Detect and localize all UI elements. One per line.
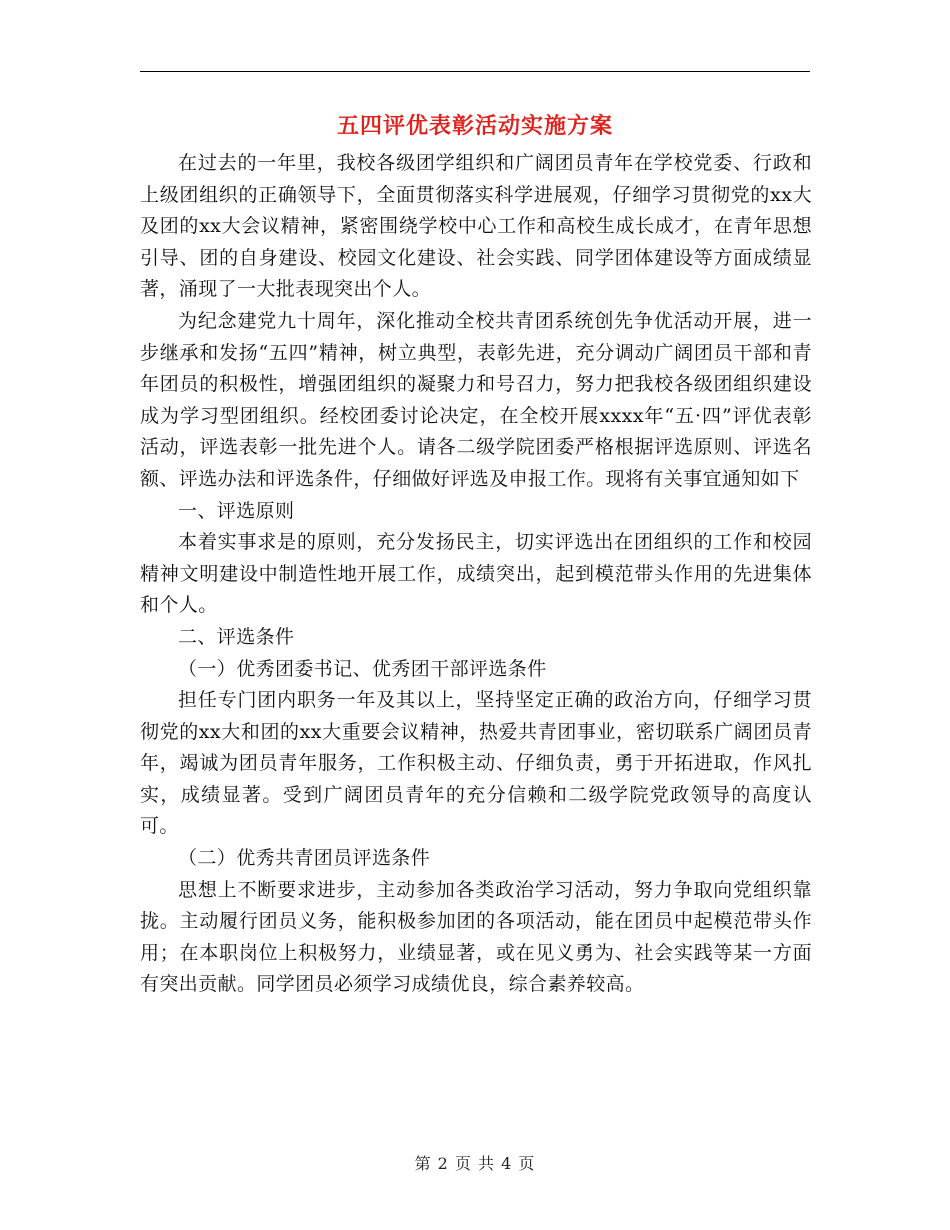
document-body	[140, 148, 812, 1001]
header-rule	[140, 71, 810, 72]
section-heading-conditions: 二、评选条件	[178, 625, 295, 648]
document-title: 五四评优表彰活动实施方案	[336, 113, 613, 139]
paragraph-intro: 在过去的一年里，我校各级团学组织和广阔团员青年在学校党委、行政和上级团组织的正确领导下，全面贯彻落实科学进展观，仔细学习贯彻党的xx大及团的xx大会议精神，紧密围绕学校中心工作和高校生成长成才，在青年思想引导、团的自身建设、校园文化建设、社会实践、同学团体建设等方面成绩显著，涌现了一大批表现突出个人。	[140, 152, 812, 301]
subsection-heading-member: （二）优秀共青团员评选条件	[178, 847, 431, 870]
section-heading-principles: 一、评选原则	[178, 499, 295, 522]
paragraph-principles: 本着实事求是的原则，充分发扬民主，切实评选出在团组织的工作和校园精神文明建设中制造性地开展工作，成绩突出，起到模范带头作用的先进集体和个人。	[140, 531, 812, 617]
paragraph-cadre-conditions: 担任专门团内职务一年及其以上，坚持坚定正确的政治方向，仔细学习贯彻党的xx大和团的xx大重要会议精神，热爱共青团事业，密切联系广阔团员青年，竭诚为团员青年服务，工作积极主动、仔细负责，勇于开拓进取，作风扎实，成绩显著。受到广阔团员青年的充分信赖和二级学院党政领导的高度认可。	[140, 689, 812, 838]
paragraph-purpose: 为纪念建党九十周年，深化推动全校共青团系统创先争优活动开展，进一步继承和发扬“五四”精神，树立典型，表彰先进，充分调动广阔团员干部和青年团员的积极性，增强团组织的凝聚力和号召力，努力把我校各级团组织建设成为学习型团组织。经校团委讨论决定，在全校开展xxxx年“五·四”评优表彰活动，评选表彰一批先进个人。请各二级学院团委严格根据评选原则、评选名额、评选办法和评选条件，仔细做好评选及申报工作。现将有关事宜通知如下	[140, 309, 812, 490]
paragraph-member-conditions: 思想上不断要求进步，主动参加各类政治学习活动，努力争取向党组织靠拢。主动履行团员义务，能积极参加团的各项活动，能在团员中起模范带头作用；在本职岗位上积极努力，业绩显著，或在见义勇为、社会实践等某一方面有突出贡献。同学团员必须学习成绩优良，综合素养较高。	[140, 878, 812, 996]
subsection-heading-cadre: （一）优秀团委书记、优秀团干部评选条件	[178, 657, 547, 680]
page-footer: 第 2 页 共 4 页	[414, 1154, 536, 1173]
